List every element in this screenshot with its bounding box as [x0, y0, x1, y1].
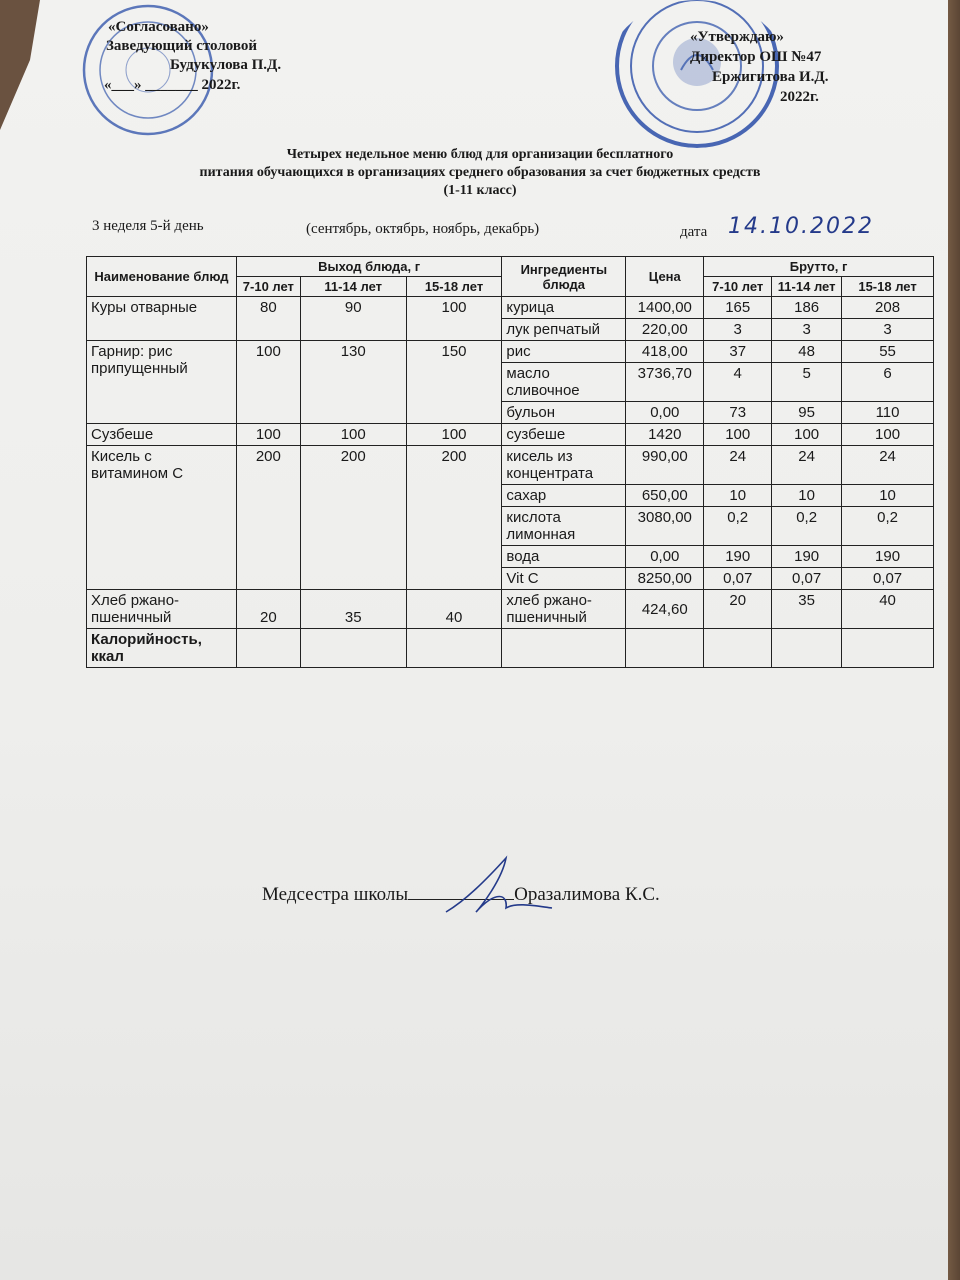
gross-age1-cell: 100 [704, 424, 772, 446]
price-cell: 424,60 [626, 590, 704, 629]
ingredient-cell: вода [502, 546, 626, 568]
gross-age3-cell: 10 [842, 485, 934, 507]
output-age2-cell: 90 [300, 297, 406, 341]
gross-age1-cell: 190 [704, 546, 772, 568]
ingredient-cell: Vit C [502, 568, 626, 590]
output-age2-cell: 35 [300, 590, 406, 629]
gross-age3-cell: 190 [842, 546, 934, 568]
ingredient-cell: курица [502, 297, 626, 319]
table-row [87, 590, 934, 629]
gross-age3-cell: 0,07 [842, 568, 934, 590]
gross-age3-cell: 6 [842, 363, 934, 402]
date-value: 14.10.2022 [728, 214, 874, 239]
nurse-label: Медсестра школы [262, 884, 409, 905]
gross-age1-cell: 165 [704, 297, 772, 319]
gross-age3-cell: 55 [842, 341, 934, 363]
gross-age1-cell: 20 [704, 590, 772, 629]
week-day: 3 неделя 5-й день [92, 218, 204, 234]
header-gross-age1: 7-10 лет [704, 277, 772, 297]
ingredient-cell: масло сливочное [502, 363, 626, 402]
price-cell: 650,00 [626, 485, 704, 507]
empty-cell [236, 629, 300, 668]
dish-cell: Хлеб ржано-пшеничный [87, 590, 237, 629]
header-gross: Брутто, г [704, 257, 934, 277]
nurse-name: Оразалимова К.С. [514, 884, 660, 905]
header-gross-age2: 11-14 лет [772, 277, 842, 297]
gross-age1-cell: 0,07 [704, 568, 772, 590]
header-output-age1: 7-10 лет [236, 277, 300, 297]
gross-age2-cell: 0,2 [772, 507, 842, 546]
ingredient-cell: рис [502, 341, 626, 363]
output-age1-cell: 100 [236, 341, 300, 424]
gross-age2-cell: 100 [772, 424, 842, 446]
gross-age1-cell: 4 [704, 363, 772, 402]
empty-cell [704, 629, 772, 668]
gross-age2-cell: 35 [772, 590, 842, 629]
gross-age1-cell: 73 [704, 402, 772, 424]
title-line3: (1-11 класс) [443, 183, 517, 198]
table-row [87, 424, 934, 446]
handwritten-signature [436, 850, 556, 920]
gross-age2-cell: 190 [772, 546, 842, 568]
empty-cell [502, 629, 626, 668]
date-label: дата [680, 224, 708, 240]
output-age2-cell: 100 [300, 424, 406, 446]
dish-cell: Гарнир: рис припущенный [87, 341, 237, 424]
left-header-line4: «___» _______ 2022г. [104, 77, 241, 93]
gross-age1-cell: 24 [704, 446, 772, 485]
right-header-line3: Ержигитова И.Д. [712, 69, 829, 85]
price-cell: 0,00 [626, 546, 704, 568]
ingredient-cell: лук репчатый [502, 319, 626, 341]
output-age3-cell: 100 [406, 424, 502, 446]
gross-age2-cell: 5 [772, 363, 842, 402]
price-cell: 1400,00 [626, 297, 704, 319]
ingredient-cell: бульон [502, 402, 626, 424]
gross-age2-cell: 3 [772, 319, 842, 341]
left-header-line2: Заведующий столовой [106, 38, 258, 54]
table-row [87, 341, 934, 363]
right-header-line4: 2022г. [780, 89, 819, 105]
dish-cell: Куры отварные [87, 297, 237, 341]
gross-age3-cell: 100 [842, 424, 934, 446]
left-header-line1: «Согласовано» [108, 19, 209, 35]
output-age1-cell: 200 [236, 446, 300, 590]
price-cell: 418,00 [626, 341, 704, 363]
ingredient-cell: хлеб ржано-пшеничный [502, 590, 626, 629]
ingredient-cell: сузбеше [502, 424, 626, 446]
output-age1-cell: 100 [236, 424, 300, 446]
header-price: Цена [626, 257, 704, 297]
gross-age3-cell: 110 [842, 402, 934, 424]
table-row [87, 297, 934, 319]
gross-age1-cell: 3 [704, 319, 772, 341]
output-age3-cell: 200 [406, 446, 502, 590]
output-age3-cell: 150 [406, 341, 502, 424]
gross-age1-cell: 0,2 [704, 507, 772, 546]
empty-cell [842, 629, 934, 668]
empty-cell [300, 629, 406, 668]
price-cell: 220,00 [626, 319, 704, 341]
ingredient-cell: кислота лимонная [502, 507, 626, 546]
right-header-line1: «Утверждаю» [690, 29, 784, 45]
empty-cell [626, 629, 704, 668]
left-header-line3: Будукулова П.Д. [170, 57, 282, 73]
gross-age1-cell: 37 [704, 341, 772, 363]
output-age3-cell: 40 [406, 590, 502, 629]
price-cell: 8250,00 [626, 568, 704, 590]
ingredient-cell: сахар [502, 485, 626, 507]
table-header-row [87, 257, 934, 277]
gross-age3-cell: 40 [842, 590, 934, 629]
title-line1: Четырех недельное меню блюд для организации бесплатного [286, 147, 674, 162]
output-age2-cell: 130 [300, 341, 406, 424]
gross-age2-cell: 0,07 [772, 568, 842, 590]
output-age3-cell: 100 [406, 297, 502, 341]
title-line2: питания обучающихся в организациях среднего образования за счет бюджетных средств [199, 165, 761, 180]
gross-age3-cell: 24 [842, 446, 934, 485]
dish-cell: Сузбеше [87, 424, 237, 446]
output-age2-cell: 200 [300, 446, 406, 590]
gross-age1-cell: 10 [704, 485, 772, 507]
gross-age3-cell: 0,2 [842, 507, 934, 546]
price-cell: 990,00 [626, 446, 704, 485]
price-cell: 1420 [626, 424, 704, 446]
table-row [87, 446, 934, 485]
header-output-age2: 11-14 лет [300, 277, 406, 297]
dish-cell: Кисель с витамином С [87, 446, 237, 590]
price-cell: 0,00 [626, 402, 704, 424]
gross-age2-cell: 186 [772, 297, 842, 319]
empty-cell [772, 629, 842, 668]
right-header-line2: Директор ОШ №47 [690, 49, 822, 65]
calories-row [87, 629, 934, 668]
gross-age2-cell: 48 [772, 341, 842, 363]
months: (сентябрь, октябрь, ноябрь, декабрь) [306, 221, 540, 237]
header-output-age3: 15-18 лет [406, 277, 502, 297]
gross-age2-cell: 24 [772, 446, 842, 485]
price-cell: 3080,00 [626, 507, 704, 546]
header-output: Выход блюда, г [236, 257, 502, 277]
header-dish: Наименование блюд [87, 257, 237, 297]
header-gross-age3: 15-18 лет [842, 277, 934, 297]
gross-age3-cell: 208 [842, 297, 934, 319]
calories-label: Калорийность, ккал [87, 629, 237, 668]
ingredient-cell: кисель из концентрата [502, 446, 626, 485]
gross-age2-cell: 95 [772, 402, 842, 424]
price-cell: 3736,70 [626, 363, 704, 402]
gross-age3-cell: 3 [842, 319, 934, 341]
gross-age2-cell: 10 [772, 485, 842, 507]
empty-cell [406, 629, 502, 668]
header-ingredients: Ингредиенты блюда [502, 257, 626, 297]
menu-table [86, 256, 934, 668]
output-age1-cell: 80 [236, 297, 300, 341]
output-age1-cell: 20 [236, 590, 300, 629]
